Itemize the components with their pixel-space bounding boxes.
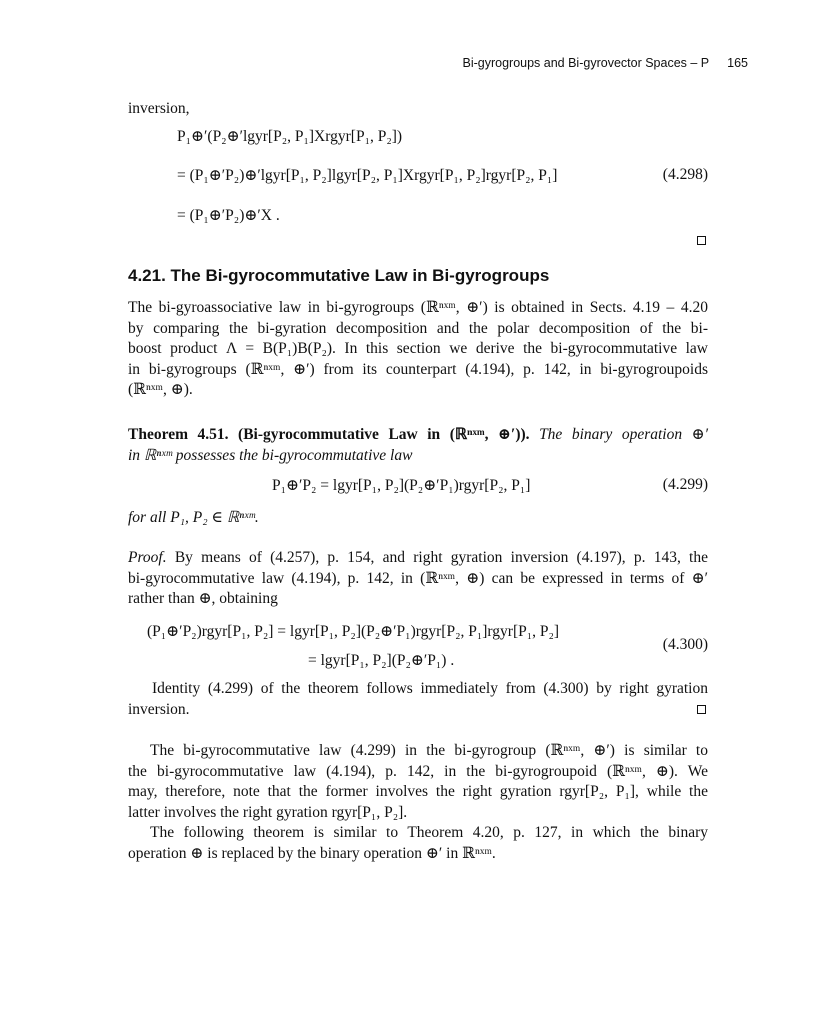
paragraph-line: boost product Λ = B(P₁)B(P₂). In this section we derive the bi-gyrocommutative law	[128, 340, 708, 357]
proof-paragraph	[128, 548, 708, 610]
eq-4298-line-3: = (P₁⊕′P₂)⊕′X .	[177, 207, 280, 224]
proof-line: rather than ⊕, obtaining	[128, 590, 278, 607]
qed-square-icon	[697, 236, 706, 245]
running-head-title: Bi-gyrogroups and Bi-gyrovector Spaces – P	[462, 56, 710, 70]
section-paragraph	[128, 298, 708, 401]
paragraph-line: the bi-gyrocommutative law (4.194), p. 142, in the bi-gyrogroupoid (ℝⁿˣᵐ, ⊕). We	[128, 762, 708, 780]
theorem-statement	[128, 425, 708, 466]
eq-4300-line-1: (P₁⊕′P₂)rgyr[P₁, P₂] = lgyr[P₁, P₂](P₂⊕′P₁)rgyr[P₂, P₁]rgyr[P₁, P₂]	[147, 623, 560, 640]
proof-line: By means of (4.257), p. 154, and right gyration inversion (4.197), p. 143, the	[174, 549, 708, 566]
qed-square-icon	[697, 705, 706, 714]
eq-4299: P₁⊕′P₂ = lgyr[P₁, P₂](P₂⊕′P₁)rgyr[P₂, P₁]	[272, 477, 531, 494]
paragraph-line: may, therefore, note that the former involves the right gyration rgyr[P₂, P₁], while the	[128, 783, 708, 800]
theorem-text: in ℝⁿˣᵐ possesses the bi-gyrocommutative law	[128, 446, 413, 464]
proof-closing	[128, 679, 708, 720]
paragraph-line: by comparing the bi-gyration decomposition and the polar decomposition of the bi-	[128, 319, 708, 337]
eq-4300-line-2: = lgyr[P₁, P₂](P₂⊕′P₁) .	[308, 652, 455, 669]
running-head	[0, 56, 748, 70]
paragraph-line: latter involves the right gyration rgyr[P₁, P₂].	[128, 803, 408, 821]
proof-closing-line: Identity (4.299) of the theorem follows immediately from (4.300) by right gyration	[152, 680, 708, 697]
final-paragraph-2	[128, 823, 708, 864]
eq-4298-number: (4.298)	[662, 166, 708, 183]
intro-text: inversion,	[128, 100, 190, 117]
theorem-label: Theorem 4.51. (Bi-gyrocommutative Law in (ℝⁿˣᵐ, ⊕′)).	[128, 426, 530, 443]
section-title: 4.21. The Bi-gyrocommutative Law in Bi-gyrogroups	[128, 266, 550, 285]
proof-line: bi-gyrocommutative law (4.194), p. 142, in (ℝⁿˣᵐ, ⊕) can be expressed in terms of ⊕′	[128, 569, 708, 587]
paragraph-line: (ℝⁿˣᵐ, ⊕).	[128, 381, 193, 398]
paragraph-line: operation ⊕ is replaced by the binary operation ⊕′ in ℝⁿˣᵐ.	[128, 844, 496, 862]
final-paragraph-1	[128, 741, 708, 823]
eq-4300-number: (4.300)	[662, 636, 708, 653]
paragraph-line: The following theorem is similar to Theorem 4.20, p. 127, in which the binary	[150, 824, 708, 841]
eq-4299-number: (4.299)	[662, 476, 708, 493]
proof-closing-line: inversion.	[128, 700, 190, 718]
paragraph-line: The bi-gyrocommutative law (4.299) in the bi-gyrogroup (ℝⁿˣᵐ, ⊕′) is similar to	[150, 742, 708, 759]
eq-4298-line-2: = (P₁⊕′P₂)⊕′lgyr[P₁, P₂]lgyr[P₂, P₁]Xrgyr[P₁, P₂]rgyr[P₂, P₁]	[177, 167, 558, 184]
proof-label: Proof.	[128, 549, 167, 566]
paragraph-line: The bi-gyroassociative law in bi-gyrogroups (ℝⁿˣᵐ, ⊕′) is obtained in Sects. 4.19 – 4.20	[128, 299, 708, 316]
paragraph-line: in bi-gyrogroups (ℝⁿˣᵐ, ⊕′) from its counterpart (4.194), p. 142, in bi-gyrogroupoids	[128, 360, 708, 378]
theorem-forall: for all P₁, P₂ ∈ ℝⁿˣᵐ.	[128, 509, 259, 526]
eq-4298-line-1: P₁⊕′(P₂⊕′lgyr[P₂, P₁]Xrgyr[P₁, P₂])	[177, 128, 403, 145]
theorem-text: The binary operation ⊕′	[539, 426, 709, 443]
page-number: 165	[727, 56, 748, 70]
